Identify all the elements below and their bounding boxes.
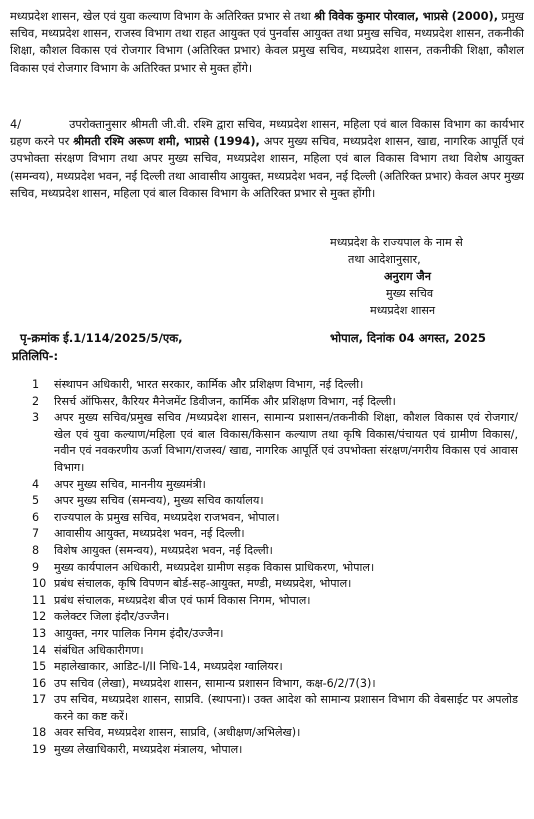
copy-list-number: 13 xyxy=(32,626,47,640)
copy-list-item xyxy=(32,742,518,759)
copy-list-text: मुख्य लेखाधिकारी, मध्यप्रदेश मंत्रालय, भोपाल। xyxy=(54,743,243,757)
paragraph-shami-relief xyxy=(10,116,524,202)
signature-line-order: तथा आदेशानुसार, xyxy=(348,253,421,266)
copy-list-item xyxy=(32,692,518,725)
copy-list-number: 14 xyxy=(32,643,47,657)
copy-list-text: अवर सचिव, मध्यप्रदेश शासन, साप्रवि, (अधीक्षण/अभिलेख)। xyxy=(54,726,301,740)
copy-list-number: 8 xyxy=(32,543,40,557)
paragraph-text: उपरोक्तानुसार श्रीमती जी.वी. रश्मि द्वारा सचिव, मध्यप्रदेश शासन, महिला एवं बाल विकास विभाग का कार्यभार ग्रहण करने पर xyxy=(10,117,524,149)
copy-list-item xyxy=(32,593,518,610)
copy-list-text: रिसर्च ऑफिसर, कैरियर मैनेजमेंट डिवीजन, कार्मिक और प्रशिक्षण विभाग, नई दिल्ली। xyxy=(54,394,396,408)
copy-list-text: संस्थापन अधिकारी, भारत सरकार, कार्मिक और प्रशिक्षण विभाग, नई दिल्ली। xyxy=(54,378,364,391)
copy-list-text: आवासीय आयुक्त, मध्यप्रदेश भवन, नई दिल्ली। xyxy=(54,527,245,541)
signatory-designation: मुख्य सचिव xyxy=(386,287,434,300)
copy-list-text: विशेष आयुक्त (समन्वय), मध्यप्रदेश भवन, नई दिल्ली। xyxy=(54,543,273,557)
copy-to-label: प्रतिलिपि-: xyxy=(12,349,59,363)
copy-list-number: 16 xyxy=(32,676,47,690)
copy-list-item xyxy=(32,510,518,527)
copy-list-text: प्रबंध संचालक, मध्यप्रदेश बीज एवं फार्म विकास निगम, भोपाल। xyxy=(54,593,311,607)
copy-list-text: महालेखाकार, आडिट-I/II निधि-14, मध्यप्रदेश ग्वालियर। xyxy=(54,660,283,674)
copy-list-number: 12 xyxy=(32,610,47,624)
copy-list-number: 11 xyxy=(32,593,47,607)
copy-list-text: प्रबंध संचालक, कृषि विपणन बोर्ड-सह-आयुक्त, मण्डी, मध्यप्रदेश, भोपाल। xyxy=(54,577,352,591)
copy-list-item xyxy=(32,659,518,676)
copy-list-number: 6 xyxy=(32,510,40,524)
copy-list-text: मुख्य कार्यपालन अधिकारी, मध्यप्रदेश ग्रामीण सड़क विकास प्राधिकरण, भोपाल। xyxy=(54,560,375,574)
copy-list-text: उप सचिव, मध्यप्रदेश शासन, साप्रवि. (स्थापना)। उक्त आदेश को सामान्य प्रशासन विभाग की वेबसाईट पर अपलोड करने का कष्ट करें। xyxy=(54,693,518,723)
copy-list-text: संबंधित अधिकारीगण। xyxy=(54,643,144,657)
copy-list-item xyxy=(32,576,518,593)
copy-list-item xyxy=(32,493,518,510)
copy-list-number: 10 xyxy=(32,577,47,591)
paragraph-text: मध्यप्रदेश शासन, खेल एवं युवा कल्याण विभाग के अतिरिक्त प्रभार से तथा xyxy=(10,9,315,23)
copy-list-number: 3 xyxy=(32,411,40,425)
copy-to-list xyxy=(32,377,518,759)
paragraph-porwal-relief xyxy=(10,8,524,77)
copy-list-item xyxy=(32,377,518,394)
copy-list-number: 5 xyxy=(32,494,40,508)
copy-list-text: राज्यपाल के प्रमुख सचिव, मध्यप्रदेश राजभवन, भोपाल। xyxy=(54,510,280,524)
copy-list-item xyxy=(32,676,518,693)
signatory-office: मध्यप्रदेश शासन xyxy=(370,304,436,317)
copy-list-text: उप सचिव (लेखा), मध्यप्रदेश शासन, सामान्य प्रशासन विभाग, कक्ष-6/2/7(3)। xyxy=(54,676,376,690)
copy-list-number: 1 xyxy=(32,378,40,391)
signatory-name: अनुराग जैन xyxy=(384,270,431,283)
paragraph-number: 4/ xyxy=(10,117,22,131)
copy-list-number: 7 xyxy=(32,527,40,541)
paragraph-text: प्रमुख सचिव, मध्यप्रदेश शासन, राजस्व विभाग तथा राहत आयुक्त एवं पुनर्वास आयुक्त तथा प्रमुख सचिव, मध्यप्रदेश शासन, तकनीकी शिक्षा, कौशल विकास एवं रोजगार विभाग (अतिरिक्त प्रभार) केवल प्रमुख सचिव, मध्यप्रदेश शासन, तकनीकी शिक्षा, कौशल विकास एवं रोजगार विभाग के अतिरिक्त प्रभार से मुक्त होंगे। xyxy=(10,9,525,75)
copy-list-number: 17 xyxy=(32,693,47,707)
copy-list-number: 9 xyxy=(32,560,40,574)
reference-number: पृ-क्रमांक ई.1/114/2025/5/एक, xyxy=(20,331,183,345)
signature-block xyxy=(330,234,530,319)
issue-date: भोपाल, दिनांक 04 अगस्त, 2025 xyxy=(330,331,486,345)
copy-list-number: 19 xyxy=(32,743,47,757)
officer-name: श्री विवेक कुमार पोरवाल, भाप्रसे (2000), xyxy=(314,9,499,23)
copy-list-text: अपर मुख्य सचिव (समन्वय), मुख्य सचिव कार्यालय। xyxy=(54,494,264,508)
copy-list-text: अपर मुख्य सचिव/प्रमुख सचिव /मध्यप्रदेश शासन, सामान्य प्रशासन/तकनीकी शिक्षा, कौशल विकास एवं रोजगार/खेल एवं युवा कल्याण/महिला एवं बाल विकास/किसान कल्याण तथा कृषि विकास/पंचायत एवं ग्रामीण विकास/, नवीन एवं नवकरणीय ऊर्जा विभाग/राजस्व/ खाद्य, नागरिक आपूर्ति एवं उपभोक्ता संरक्षण/नगरीय विकास एवं आवास विभाग। xyxy=(54,411,518,474)
copy-list-number: 2 xyxy=(32,394,40,408)
copy-list-text: कलेक्टर जिला इंदौर/उज्जैन। xyxy=(54,610,170,624)
copy-list-item xyxy=(32,609,518,626)
officer-name: श्रीमती रश्मि अरूण शमी, भाप्रसे (1994), xyxy=(73,134,260,149)
copy-list-item xyxy=(32,560,518,577)
copy-list-item xyxy=(32,626,518,643)
copy-list-item xyxy=(32,526,518,543)
copy-list-item xyxy=(32,394,518,411)
copy-list-item xyxy=(32,410,518,476)
copy-list-text: अपर मुख्य सचिव, माननीय मुख्यमंत्री। xyxy=(54,477,206,491)
paragraph-text: अपर मुख्य सचिव, मध्यप्रदेश शासन, खाद्य, नागरिक आपूर्ति एवं उपभोक्ता संरक्षण विभाग तथा अपर मुख्य सचिव, मध्यप्रदेश शासन, महिला एवं बाल विकास विभाग तथा विशेष आयुक्त (समन्वय), मध्यप्रदेश भवन, नई दिल्ली तथा आवासीय आयुक्त, मध्यप्रदेश भवन, नई दिल्ली (अतिरिक्त प्रभार) केवल अपर मुख्य सचिव, मध्यप्रदेश शासन, महिला एवं बाल विकास विभाग के अतिरिक्त प्रभार से मुक्त होंगी। xyxy=(10,134,524,200)
copy-list-item xyxy=(32,477,518,494)
copy-list-number: 18 xyxy=(32,726,47,740)
copy-list-item xyxy=(32,543,518,560)
signature-line-governor: मध्यप्रदेश के राज्यपाल के नाम से xyxy=(330,236,463,249)
copy-list-text: आयुक्त, नगर पालिक निगम इंदौर/उज्जैन। xyxy=(54,626,224,640)
copy-list-number: 4 xyxy=(32,477,40,491)
copy-list-item xyxy=(32,643,518,660)
copy-list-number: 15 xyxy=(32,660,47,674)
copy-list-item xyxy=(32,725,518,742)
